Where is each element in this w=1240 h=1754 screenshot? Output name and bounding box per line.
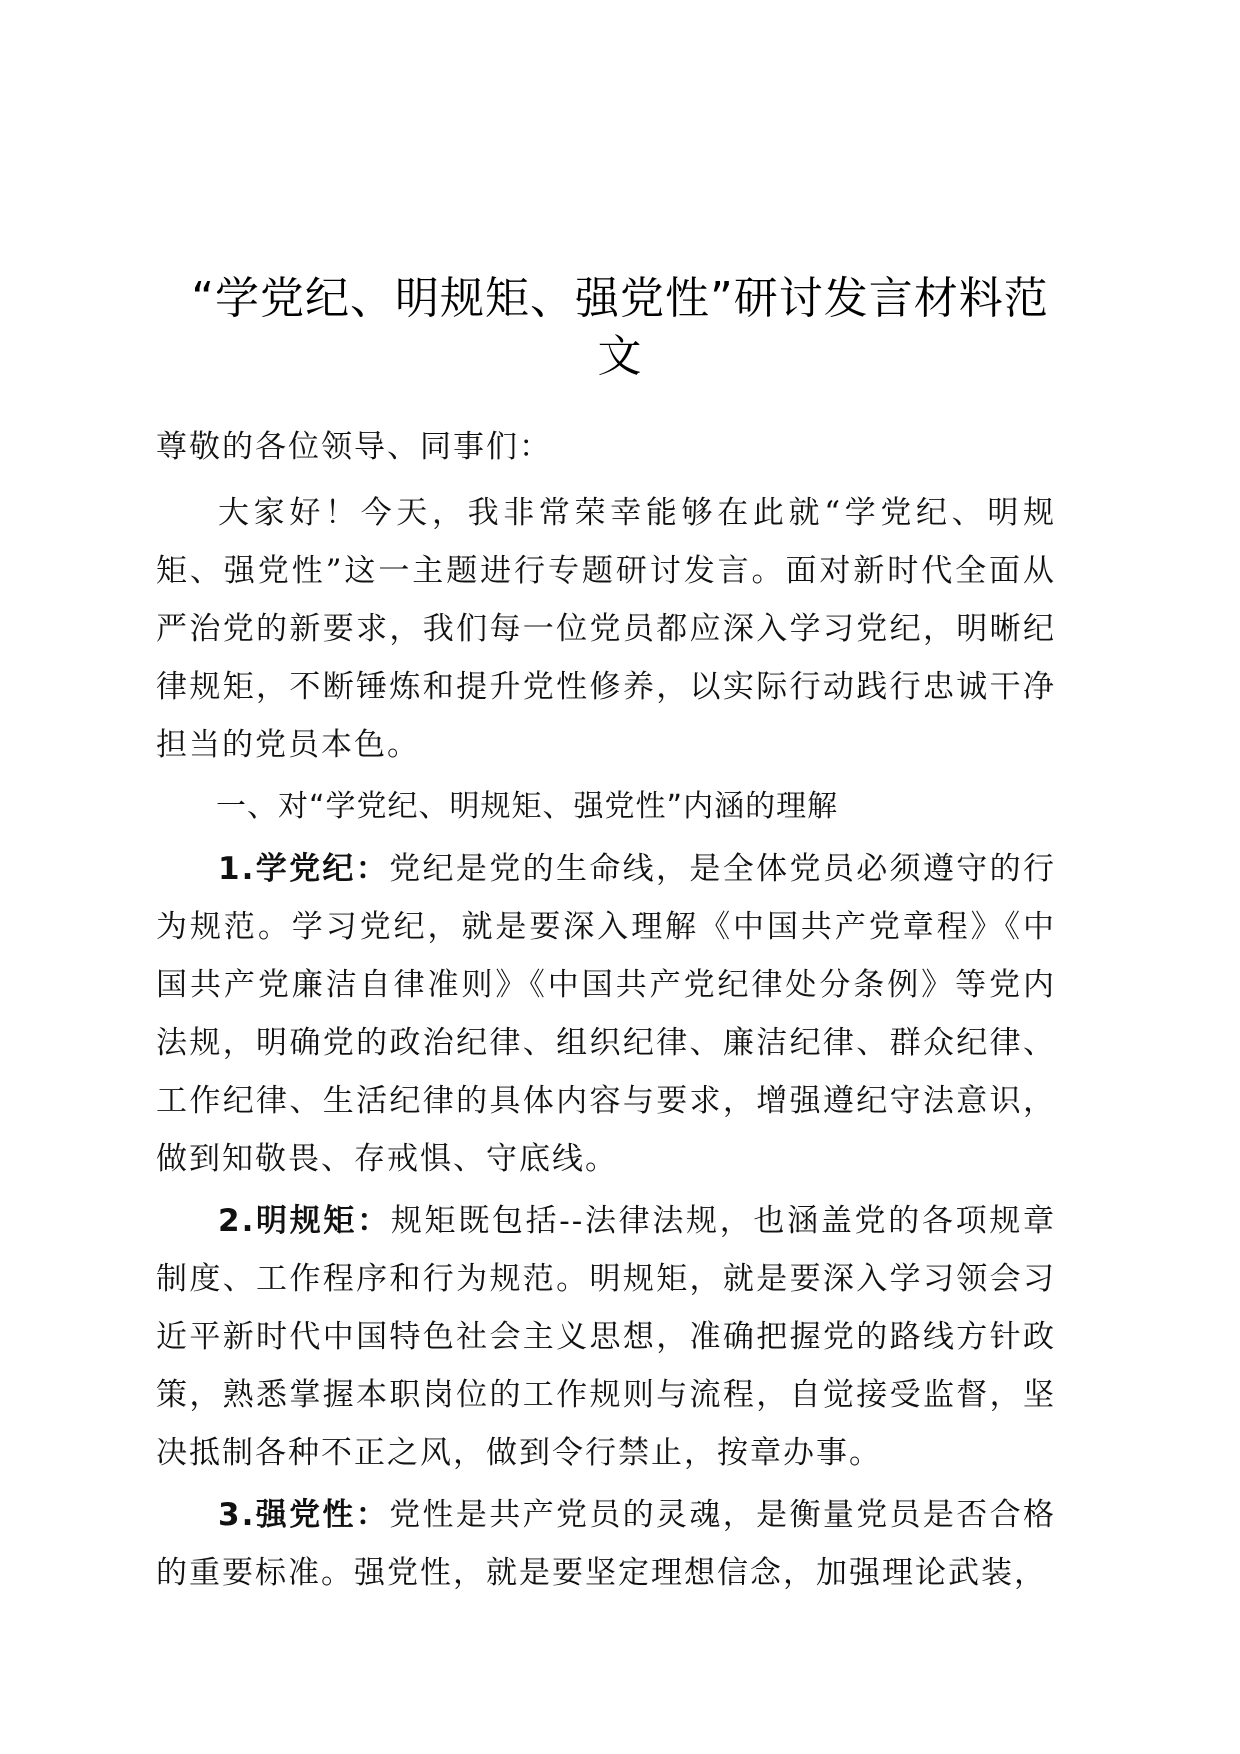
document-body <box>156 418 1056 1606</box>
item-lead-2: 2.明规矩： <box>218 1203 391 1239</box>
salutation: 尊敬的各位领导、同事们： <box>156 429 552 465</box>
title-line-2: 文 <box>597 331 643 382</box>
title-line-1: “学党纪、明规矩、强党性”研讨发言材料范 <box>191 273 1049 324</box>
document-title <box>150 270 1090 386</box>
item-text-3: 党性是共产党员的灵魂，是衡量党员是否合格的重要标准。强党性，就是要坚定理想信念，加强理论武装， <box>156 1497 1056 1591</box>
intro-paragraph: 大家好！今天，我非常荣幸能够在此就“学党纪、明规矩、强党性”这一主题进行专题研讨发言。面对新时代全面从严治党的新要求，我们每一位党员都应深入学习党纪，明晰纪律规矩，不断锤炼和提升党性修养，以实际行动践行忠诚干净担当的党员本色。 <box>156 495 1056 763</box>
item-text-1: 党纪是党的生命线，是全体党员必须遵守的行为规范。学习党纪，就是要深入理解《中国共产党章程》《中国共产党廉洁自律准则》《中国共产党纪律处分条例》等党内法规，明确党的政治纪律、组织纪律、廉洁纪律、群众纪律、工作纪律、生活纪律的具体内容与要求，增强遵纪守法意识，做到知敬畏、存戒惧、守底线。 <box>156 851 1056 1177</box>
item-text-2: 规矩既包括--法律法规，也涵盖党的各项规章制度、工作程序和行为规范。明规矩，就是要深入学习领会习近平新时代中国特色社会主义思想，准确把握党的路线方针政策，熟悉掌握本职岗位的工作规则与流程，自觉接受监督，坚决抵制各种不正之风，做到令行禁止，按章办事。 <box>156 1203 1056 1471</box>
item-paragraph-3 <box>156 1486 1056 1602</box>
item-paragraph-2 <box>156 1192 1056 1482</box>
item-lead-3: 3.强党性： <box>218 1497 390 1533</box>
item-paragraph-1 <box>156 840 1056 1188</box>
section-heading: 一、对“学党纪、明规矩、强党性”内涵的理解 <box>216 789 839 824</box>
item-lead-1: 1.学党纪： <box>218 851 390 887</box>
